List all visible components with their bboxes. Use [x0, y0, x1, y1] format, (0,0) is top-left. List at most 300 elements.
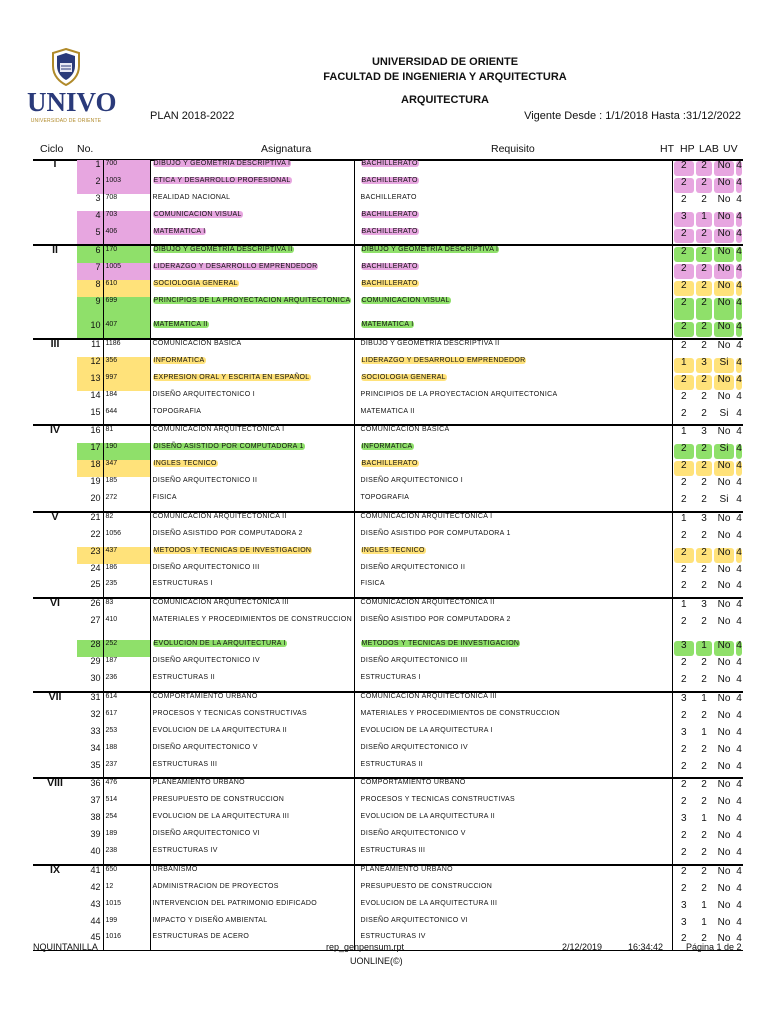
lab-flag-text: Si — [719, 407, 729, 419]
course-code — [103, 443, 150, 460]
course-name — [150, 408, 354, 426]
course-name-text: DISEÑO ASISTIDO POR COMPUTADORA 1 — [153, 443, 304, 451]
course-code — [103, 494, 150, 512]
prerequisite-text: FISICA — [360, 580, 385, 588]
ciclo-cell — [33, 443, 77, 460]
course-code — [103, 211, 150, 228]
units-value-text: 4 — [736, 160, 742, 171]
header-requisito: Requisito — [491, 143, 535, 155]
prerequisite-text: DISEÑO ASISTIDO POR COMPUTADORA 2 — [360, 616, 511, 624]
units-value-text: 4 — [736, 390, 742, 402]
ciclo-cell — [33, 692, 77, 710]
units-value-text: 4 — [736, 580, 742, 592]
course-code — [103, 761, 150, 779]
prerequisite-text: COMUNICACION ARQUITECTONICA III — [360, 692, 497, 700]
course-code — [103, 580, 150, 598]
units-value-text: 4 — [736, 321, 742, 333]
course-name — [150, 263, 354, 280]
ciclo-cell — [33, 494, 77, 512]
hours-theory-text: 2 — [680, 779, 687, 791]
hours-theory — [672, 692, 695, 710]
row-number-text: 44 — [90, 915, 101, 926]
hours-practice — [695, 865, 713, 883]
course-code-text: 184 — [105, 390, 118, 398]
prerequisite-text: METODOS Y TECNICAS DE INVESTIGACION — [361, 640, 520, 648]
lab-flag-text: No — [717, 882, 731, 894]
prerequisite-text: MATEMATICA I — [361, 321, 414, 329]
units-value — [735, 211, 743, 228]
lab-flag-text: No — [717, 176, 731, 188]
table-row — [33, 321, 743, 339]
hours-practice-text: 1 — [701, 726, 707, 738]
prerequisite — [354, 391, 672, 408]
course-code-text: 700 — [105, 160, 118, 167]
units-value-text: 4 — [736, 193, 742, 205]
units-value — [735, 245, 743, 263]
lab-flag — [713, 657, 735, 674]
course-name-text: ESTRUCTURAS III — [152, 760, 218, 768]
course-name-text: PLANEAMIENTO URBANO — [152, 779, 245, 787]
lab-flag-text: No — [717, 373, 731, 385]
row-number-text: 11 — [91, 339, 101, 350]
row-number-text: 32 — [90, 708, 101, 719]
hours-practice-text: 2 — [701, 373, 707, 385]
hours-practice-text: 3 — [701, 599, 707, 611]
lab-flag-text: Si — [719, 443, 729, 455]
row-number — [77, 339, 103, 357]
units-value-text: 4 — [736, 529, 742, 541]
row-number-text: 28 — [90, 639, 101, 650]
hours-practice — [695, 263, 713, 280]
course-name-text: DISEÑO ASISTIDO POR COMPUTADORA 2 — [152, 529, 303, 537]
course-code-text: 410 — [105, 616, 118, 624]
course-name — [150, 933, 354, 950]
hours-practice — [695, 425, 713, 443]
hours-theory-text: 3 — [680, 640, 687, 652]
hours-practice-text: 2 — [701, 796, 707, 808]
course-name — [150, 512, 354, 530]
lab-flag-text: No — [717, 340, 731, 352]
hours-theory — [672, 211, 695, 228]
hours-theory — [672, 917, 695, 934]
hours-practice-text: 2 — [701, 390, 707, 402]
course-name — [150, 194, 354, 211]
prerequisite-text: COMUNICACION BASICA — [360, 426, 450, 434]
lab-flag-text: No — [717, 616, 731, 628]
course-code-text: 83 — [105, 599, 114, 607]
lab-flag-text: No — [717, 477, 731, 489]
hours-theory-text: 2 — [680, 657, 687, 669]
course-name — [150, 727, 354, 744]
hours-practice-text: 2 — [701, 529, 707, 541]
course-name — [150, 865, 354, 883]
lab-flag-text: No — [717, 726, 731, 738]
row-number — [77, 917, 103, 934]
course-code — [103, 245, 150, 263]
lab-flag-text: No — [717, 674, 731, 686]
row-number — [77, 657, 103, 674]
units-value — [735, 865, 743, 883]
hours-theory — [672, 598, 695, 616]
lab-flag — [713, 494, 735, 512]
lab-flag-text: No — [717, 709, 731, 721]
units-value — [735, 177, 743, 194]
hours-practice-text: 2 — [701, 846, 707, 858]
prerequisite — [354, 883, 672, 900]
hours-practice — [695, 160, 713, 177]
units-value-text: 4 — [736, 899, 742, 911]
units-value — [735, 228, 743, 246]
prerequisite — [354, 374, 672, 391]
hours-theory-text: 2 — [680, 674, 687, 686]
hours-theory-text: 2 — [680, 160, 687, 171]
lab-flag — [713, 391, 735, 408]
hours-theory-text: 2 — [680, 529, 687, 541]
units-value-text: 4 — [736, 443, 742, 455]
units-value-text: 4 — [736, 779, 742, 791]
course-code — [103, 796, 150, 813]
prerequisite-text: DIBUJO Y GEOMETRIA DESCRIPTIVA II — [360, 340, 500, 348]
prerequisite-text: DISEÑO ARQUITECTONICO II — [360, 563, 466, 571]
row-number — [77, 530, 103, 547]
course-code-text: 1003 — [105, 176, 122, 184]
prerequisite-text: INFORMATICA — [361, 443, 413, 451]
hours-theory-text: 2 — [680, 340, 687, 352]
table-row — [33, 564, 743, 581]
units-value — [735, 530, 743, 547]
prerequisite-text: PRESUPUESTO DE CONSTRUCCION — [360, 882, 493, 890]
row-number — [77, 727, 103, 744]
table-row — [33, 408, 743, 426]
hours-theory-text: 2 — [680, 846, 687, 858]
lab-flag — [713, 865, 735, 883]
units-value-text: 4 — [736, 297, 742, 309]
hours-practice — [695, 297, 713, 321]
table-row — [33, 813, 743, 830]
prerequisite-text: INGLES TECNICO — [361, 546, 425, 554]
hours-theory — [672, 321, 695, 339]
lab-flag-text: No — [717, 899, 731, 911]
prerequisite — [354, 530, 672, 547]
lab-flag — [713, 692, 735, 710]
prerequisite — [354, 830, 672, 847]
row-number — [77, 245, 103, 263]
hours-theory-text: 2 — [680, 477, 687, 489]
hours-theory — [672, 778, 695, 796]
course-name-text: COMUNICACION BASICA — [152, 340, 242, 348]
lab-flag-text: No — [717, 546, 731, 558]
hours-practice — [695, 674, 713, 692]
units-value — [735, 761, 743, 779]
row-number-text: 24 — [90, 562, 101, 573]
course-code-text: 476 — [105, 779, 118, 787]
course-name — [150, 177, 354, 194]
hours-theory — [672, 883, 695, 900]
lab-flag-text: No — [717, 529, 731, 541]
course-name — [150, 321, 354, 339]
course-code — [103, 357, 150, 374]
row-number — [77, 564, 103, 581]
row-number — [77, 194, 103, 211]
lab-flag-text: No — [717, 796, 731, 808]
prerequisite — [354, 194, 672, 211]
prerequisite — [354, 297, 672, 321]
course-code — [103, 460, 150, 477]
course-code-text: 617 — [105, 709, 118, 717]
course-code — [103, 692, 150, 710]
hours-practice-text: 2 — [701, 280, 707, 292]
ciclo-cell-text: VIII — [47, 777, 63, 790]
row-number-text: 7 — [95, 262, 101, 273]
course-name — [150, 580, 354, 598]
course-name — [150, 494, 354, 512]
lab-flag — [713, 194, 735, 211]
hours-theory-text: 2 — [680, 882, 687, 894]
validity-range: Vigente Desde : 1/1/2018 Hasta :31/12/2022 — [524, 110, 741, 122]
row-number — [77, 580, 103, 598]
course-name — [150, 297, 354, 321]
ciclo-cell-text: I — [53, 158, 57, 170]
hours-theory-text: 2 — [680, 760, 687, 772]
row-number — [77, 408, 103, 426]
university-logo — [27, 48, 117, 130]
course-code — [103, 425, 150, 443]
prerequisite-text: COMUNICACION VISUAL — [361, 297, 450, 305]
units-value — [735, 408, 743, 426]
hours-practice-text: 2 — [701, 865, 707, 877]
hours-theory — [672, 177, 695, 194]
course-name-text: TOPOGRAFIA — [152, 407, 202, 415]
lab-flag — [713, 263, 735, 280]
lab-flag — [713, 900, 735, 917]
table-row — [33, 865, 743, 883]
logo-brand: UNIVO — [27, 87, 117, 117]
hours-theory — [672, 616, 695, 640]
row-number — [77, 391, 103, 408]
hours-theory-text: 2 — [680, 390, 687, 402]
course-code — [103, 228, 150, 246]
hours-theory — [672, 494, 695, 512]
ciclo-cell — [33, 547, 77, 564]
course-name — [150, 391, 354, 408]
row-number — [77, 830, 103, 847]
ciclo-cell — [33, 321, 77, 339]
course-name — [150, 460, 354, 477]
ciclo-cell-text: IV — [50, 424, 60, 437]
lab-flag — [713, 408, 735, 426]
course-code-text: 347 — [105, 460, 118, 468]
row-number-text: 45 — [90, 932, 101, 943]
hours-theory — [672, 512, 695, 530]
hours-theory — [672, 443, 695, 460]
course-name-text: DIBUJO Y GEOMETRIA DESCRIPTIVA I — [153, 160, 291, 167]
row-number — [77, 692, 103, 710]
hours-theory — [672, 245, 695, 263]
course-name-text: PROCESOS Y TECNICAS CONSTRUCTIVAS — [152, 709, 307, 717]
hours-theory — [672, 813, 695, 830]
units-value-text: 4 — [736, 340, 742, 352]
hours-theory — [672, 263, 695, 280]
course-code-text: 610 — [105, 280, 118, 288]
prerequisite-text: EVOLUCION DE LA ARQUITECTURA III — [360, 899, 498, 907]
course-code — [103, 160, 150, 177]
ciclo-cell — [33, 530, 77, 547]
lab-flag-text: No — [717, 297, 731, 309]
row-number — [77, 160, 103, 177]
hours-theory-text: 2 — [680, 933, 687, 945]
lab-flag — [713, 917, 735, 934]
ciclo-cell-text: III — [50, 338, 60, 351]
lab-flag-text: No — [717, 321, 731, 333]
hours-theory — [672, 640, 695, 657]
prerequisite — [354, 263, 672, 280]
course-name — [150, 339, 354, 357]
course-name — [150, 443, 354, 460]
lab-flag-text: No — [717, 657, 731, 669]
prerequisite-text: DISEÑO ARQUITECTONICO I — [360, 477, 463, 485]
hours-practice — [695, 917, 713, 934]
units-value-text: 4 — [736, 512, 742, 524]
course-name — [150, 564, 354, 581]
course-code — [103, 598, 150, 616]
table-row — [33, 245, 743, 263]
units-value — [735, 321, 743, 339]
course-name-text: METODOS Y TECNICAS DE INVESTIGACION — [153, 546, 312, 554]
hours-practice-text: 2 — [701, 546, 707, 558]
hours-practice — [695, 778, 713, 796]
row-number — [77, 280, 103, 297]
hours-practice-text: 2 — [701, 779, 707, 791]
prerequisite-text: DIBUJO Y GEOMETRIA DESCRIPTIVA I — [361, 246, 499, 254]
hours-theory — [672, 530, 695, 547]
hours-theory-text: 2 — [680, 227, 687, 239]
row-number-text: 37 — [90, 795, 101, 806]
row-number-text: 43 — [90, 898, 101, 909]
hours-theory — [672, 357, 695, 374]
table-row — [33, 580, 743, 598]
units-value — [735, 598, 743, 616]
row-number-text: 41 — [90, 864, 101, 875]
row-number — [77, 900, 103, 917]
units-value — [735, 547, 743, 564]
logo-subtitle: UNIVERSIDAD DE ORIENTE — [30, 118, 102, 124]
ciclo-cell — [33, 245, 77, 263]
course-code — [103, 883, 150, 900]
hours-practice — [695, 460, 713, 477]
units-value — [735, 727, 743, 744]
course-code — [103, 564, 150, 581]
lab-flag-text: No — [717, 779, 731, 791]
row-number — [77, 425, 103, 443]
row-number-text: 27 — [90, 615, 101, 626]
hours-theory — [672, 564, 695, 581]
lab-flag-text: No — [717, 227, 731, 239]
course-code — [103, 710, 150, 727]
hours-practice — [695, 211, 713, 228]
prerequisite-text: MATEMATICA II — [360, 407, 415, 415]
lab-flag — [713, 530, 735, 547]
ciclo-cell — [33, 598, 77, 616]
course-code-text: 253 — [105, 726, 118, 734]
prerequisite-text: BACHILLERATO — [361, 280, 418, 288]
course-code-text: 1056 — [105, 529, 122, 537]
ciclo-cell — [33, 211, 77, 228]
course-code-text: 437 — [105, 546, 118, 554]
table-row — [33, 796, 743, 813]
ciclo-cell — [33, 228, 77, 246]
hours-practice — [695, 616, 713, 640]
hours-theory-text: 2 — [680, 563, 687, 575]
prerequisite-text: EVOLUCION DE LA ARQUITECTURA II — [360, 813, 496, 821]
shield-icon — [51, 48, 81, 86]
prerequisite-text: BACHILLERATO — [360, 193, 417, 201]
hours-theory — [672, 727, 695, 744]
hours-practice-text: 2 — [701, 246, 707, 258]
row-number — [77, 847, 103, 865]
faculty-title: FACULTAD DE INGENIERIA Y ARQUITECTURA — [323, 71, 567, 83]
course-name-text: ESTRUCTURAS II — [152, 674, 216, 682]
units-value-text: 4 — [736, 460, 742, 472]
lab-flag-text: No — [717, 813, 731, 825]
hours-practice — [695, 640, 713, 657]
ciclo-cell — [33, 564, 77, 581]
course-name-text: DIBUJO Y GEOMETRIA DESCRIPTIVA II — [153, 246, 293, 254]
prerequisite-text: ESTRUCTURAS I — [360, 674, 421, 682]
units-value — [735, 297, 743, 321]
prerequisite-text: COMUNICACION ARQUITECTONICA II — [360, 599, 495, 607]
table-row — [33, 228, 743, 246]
hours-practice-text: 2 — [701, 443, 707, 455]
footer-page: Página 1 de 2 — [686, 942, 742, 952]
prerequisite — [354, 339, 672, 357]
course-name — [150, 374, 354, 391]
course-code — [103, 297, 150, 321]
table-row — [33, 883, 743, 900]
lab-flag — [713, 512, 735, 530]
lab-flag — [713, 674, 735, 692]
course-name-text: REALIDAD NACIONAL — [152, 193, 231, 201]
course-name — [150, 847, 354, 865]
hours-practice — [695, 883, 713, 900]
table-row — [33, 530, 743, 547]
units-value — [735, 425, 743, 443]
course-code-text: 1005 — [105, 263, 122, 271]
lab-flag-text: No — [717, 263, 731, 275]
header-hp: HP — [680, 143, 695, 155]
row-number — [77, 796, 103, 813]
hours-practice-text: 1 — [701, 692, 707, 704]
table-row — [33, 460, 743, 477]
units-value — [735, 263, 743, 280]
units-value-text: 4 — [736, 830, 742, 842]
table-row — [33, 616, 743, 640]
units-value-text: 4 — [736, 280, 742, 292]
lab-flag — [713, 883, 735, 900]
table-row — [33, 778, 743, 796]
table-row — [33, 263, 743, 280]
hours-practice-text: 2 — [701, 657, 707, 669]
ciclo-cell-text: VII — [48, 690, 62, 703]
hours-practice-text: 2 — [701, 340, 707, 352]
course-code — [103, 917, 150, 934]
hours-practice — [695, 245, 713, 263]
course-code — [103, 512, 150, 530]
row-number-text: 13 — [90, 372, 101, 383]
header-lab: LAB — [699, 143, 719, 155]
course-code-text: 514 — [105, 796, 118, 804]
hours-practice-text: 2 — [701, 616, 707, 628]
units-value-text: 4 — [736, 813, 742, 825]
